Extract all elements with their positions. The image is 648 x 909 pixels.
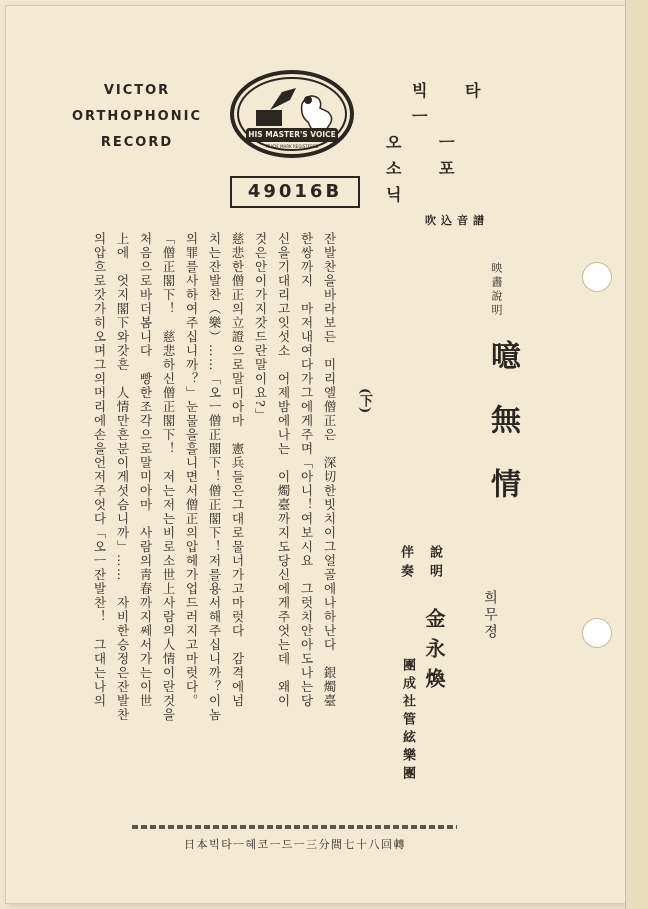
body-column: 의罪를사하여주십니까？」눈물을흘니면서僧正의압헤가업드러지고마럿다。 <box>184 232 199 708</box>
brand-ko-sub: 吹込音譜 <box>425 214 489 227</box>
body-column: 慈悲한僧正의立證으로말미아마 憲兵들은그대로물너가고마럿다 감격에넘 <box>230 232 245 708</box>
dog-gramophone-icon <box>230 70 354 158</box>
his-masters-voice-logo <box>230 70 354 158</box>
part-marker: (下) <box>357 388 372 414</box>
brand-ko-line1: 빅 타 ㅡ <box>412 81 497 126</box>
body-column: 것은안이가지갓드란말이요?」 <box>253 232 268 423</box>
record-title: 噫無情 <box>485 340 520 532</box>
body-column: 치는잔발찬（樂）……「오ㅡ僧正閣下！僧正閣下！저를용서해주십니까？이놈 <box>207 232 222 722</box>
body-column: 처음으로바더봄니다 빵한조각으로말미아마 사람의靑春까지쎄서가는이世 <box>138 232 153 708</box>
punch-hole-top <box>582 262 612 292</box>
body-column: 한쌍까지 마저내여다가그에게주며「아니！여보시요 그럿치안아도나는당 <box>299 232 314 708</box>
footer-divider <box>132 825 457 829</box>
accompaniment-label: 伴奏 <box>398 545 413 583</box>
body-column: 신을기대리고잇섯소 어제밤에나는 이燭臺까지도당신에게주엇는데 왜이 <box>276 232 291 708</box>
logo-caption: HIS MASTER'S VOICE <box>248 130 336 139</box>
body-column: 잔발찬을바라보든 미리엘僧正은 深切한빗치이그얼골에나하난다 銀燭臺 <box>322 232 337 708</box>
punch-hole-bottom <box>582 618 612 648</box>
brand-line-orthophonic: ORTHOPHONIC <box>72 109 202 124</box>
narration-label: 說明 <box>427 545 442 583</box>
narrator-name: 金永煥 <box>422 608 446 698</box>
brand-line-record: RECORD <box>100 135 174 150</box>
brand-line-victor: VICTOR <box>103 83 171 98</box>
body-column: 의압흐로갓가히오며그의머리에손을언저주엇다「오ㅡ잔발찬！ 그대는나의 <box>92 232 107 708</box>
body-column: 上에 엇지閣下와갓흔 人情만흔분이게섯슴니까」…… 자비한승정은잔발찬 <box>115 232 130 722</box>
brand-korean <box>386 78 516 234</box>
record-title-korean: 희무졍 <box>482 590 498 641</box>
brand-english <box>62 78 212 156</box>
footer-note: 日本빅타ㅡ혜코ㅡ드ㅡ三分間七十八回轉 <box>183 838 406 851</box>
next-page-edge <box>625 0 648 909</box>
brand-ko-line2: 오 ㅡ 소 포 닉 <box>386 133 471 204</box>
body-column: 「僧正閣下！ 慈悲하신僧正閣下！ 저는저는비로소世上사람의人情이란것을 <box>161 232 176 722</box>
logo-trademark: TRADE MARK REGISTERED <box>265 144 319 149</box>
genre-label: 映畵說明 <box>490 262 503 318</box>
band-name: 團成社管絃樂團 <box>400 658 415 784</box>
catalog-number: 49016B <box>230 176 360 208</box>
